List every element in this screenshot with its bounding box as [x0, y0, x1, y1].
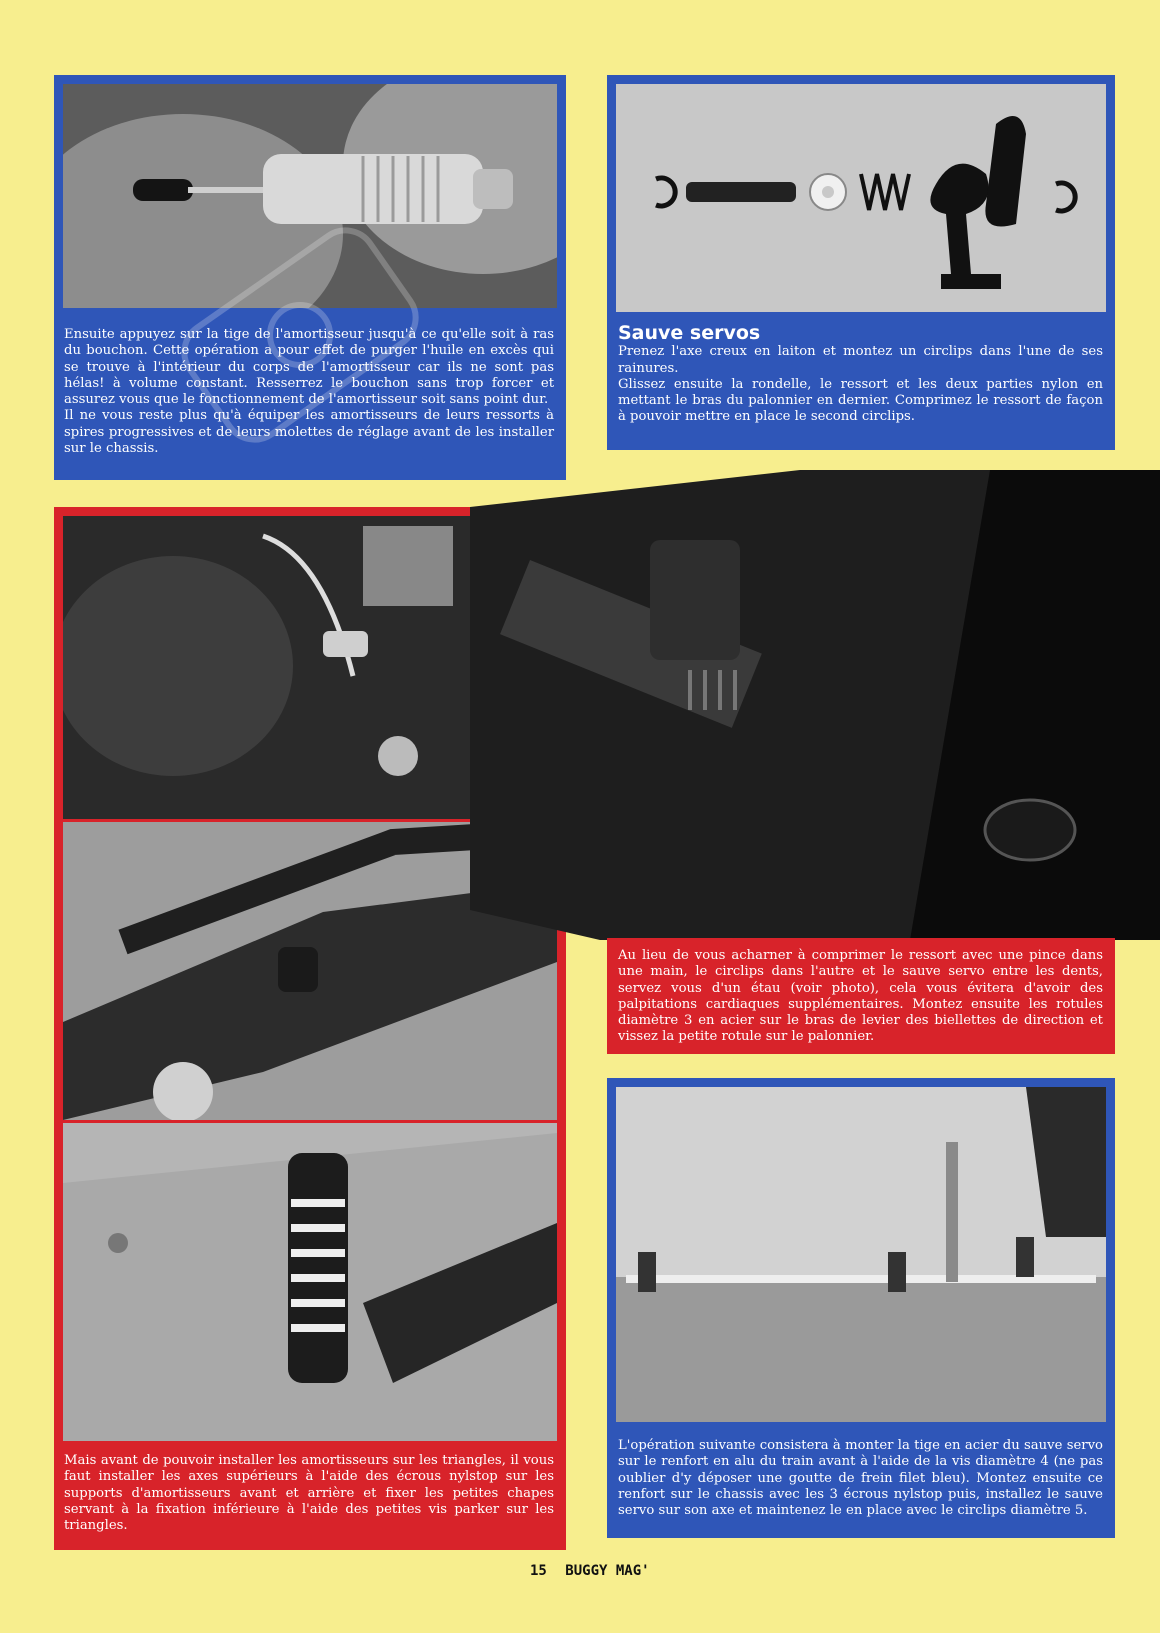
vise-photo: [470, 470, 1160, 940]
shock-mount-illustration: [63, 1123, 557, 1441]
vise-caption: [618, 948, 1103, 1046]
servo-saver-parts-illustration: [616, 84, 1106, 312]
steel-rod-photo: [616, 1087, 1106, 1422]
vise-caption-panel: [607, 938, 1115, 1054]
triangles-caption: [64, 1453, 554, 1534]
caption-paragraph: L'opération suivante consistera à monter la tige en acier du sauve servo sur le renfort en alu du train avant à l'aide de la vis diamètre 4 (ne pas oublier d'y déposer une goutte de frein filet bleu). Montez ensuite ce renfort sur le chassis avec les 3 écrous nylstop puis, installez le sauve servo sur son axe et maintenez le en place avec le circlips diamètre 5.: [618, 1438, 1103, 1519]
steel-rod-caption: [618, 1438, 1103, 1519]
sauve-servos-caption: [618, 322, 1103, 426]
caption-paragraph: Glissez ensuite la rondelle, le ressort et les deux parties nylon en mettant le bras du palonnier en dernier. Comprimez le ressort de façon à pouvoir mettre en place le second circlips.: [618, 376, 1103, 425]
caption-paragraph: Mais avant de pouvoir installer les amortisseurs sur les triangles, il vous faut installer les axes supérieurs à l'aide des écrous nylstop sur les supports d'amortisseurs avant et arrière et fixer les petites chapes servant à la fixation inférieure à l'aide des petites vis parker sur les triangles.: [64, 1453, 554, 1534]
steel-rod-panel: [607, 1078, 1115, 1538]
page-footer: [530, 1563, 660, 1579]
caption-paragraph: Ensuite appuyez sur la tige de l'amortisseur jusqu'à ce qu'elle soit à ras du bouchon. Cette opération a pour effet de purger l'huile en excès qui se trouve à l'intérieur du corps de l'amortisseur car ils ne sont pas hélas! à volume constant. Resserrez le bouchon sans trop forcer et assurez vous que le fonctionnement de l'amortisseur soit sans point dur.: [64, 327, 554, 408]
sauve-servos-panel: [607, 75, 1115, 450]
vise-illustration: [470, 470, 1160, 940]
caption-paragraph: Au lieu de vous acharner à comprimer le ressort avec une pince dans une main, le circlips dans l'autre et le sauve servo entre les dents, servez vous d'un étau (voir photo), cela vous évitera d'avoir des palpitations cardiaques supplémentaires. Montez ensuite les rotules diamètre 3 en acier sur le bras de levier des biellettes de direction et vissez la petite rotule sur le palonnier.: [618, 948, 1103, 1045]
caption-paragraph: Il ne vous reste plus qu'à équiper les amortisseurs de leurs ressorts à spires progressives et de leurs molettes de réglage avant de les installer sur le chassis.: [64, 408, 554, 457]
caption-paragraph: Prenez l'axe creux en laiton et montez un circlips dans l'une de ses rainures.: [618, 344, 1103, 376]
sauve-servos-parts-photo: [616, 84, 1106, 312]
sauve-servos-heading: Sauve servos: [618, 322, 761, 344]
rc-watermark-logo: [150, 210, 450, 460]
shock-mount-photo: [63, 1123, 557, 1441]
page-number: 15: [530, 1563, 547, 1579]
steel-rod-illustration: [616, 1087, 1106, 1422]
magazine-name: BUGGY MAG': [565, 1563, 650, 1579]
